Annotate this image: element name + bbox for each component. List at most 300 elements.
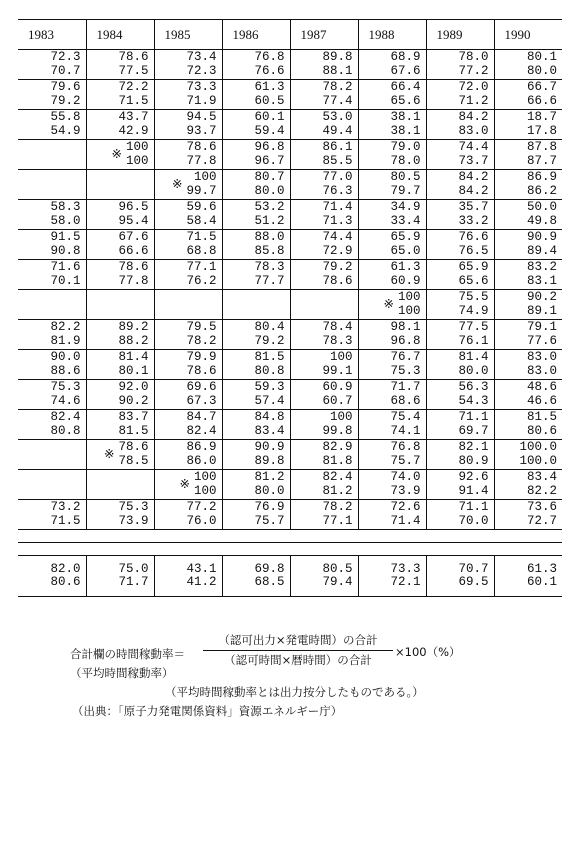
note-mark: ※ — [172, 176, 183, 191]
rate-cell — [358, 556, 426, 597]
time-rate-value: 68.9 — [390, 50, 421, 64]
rate-cell — [358, 140, 426, 170]
rate-cell — [426, 260, 494, 290]
rate-cell — [222, 320, 290, 350]
rate-cell — [290, 470, 358, 500]
note-mark: ※ — [383, 296, 394, 311]
formula — [70, 632, 550, 678]
capacity-rate-value: 76.1 — [458, 333, 489, 348]
rate-cell — [18, 140, 86, 170]
capacity-rate-value: 99.7 — [186, 183, 217, 198]
rate-cell — [426, 440, 494, 470]
rate-cell — [426, 556, 494, 597]
capacity-rate-value: 84.2 — [458, 183, 489, 198]
formula-sublabel: （平均時間稼動率） — [70, 666, 174, 680]
rate-cell — [290, 80, 358, 110]
capacity-rate-value: 57.4 — [254, 393, 285, 408]
rate-cell — [18, 320, 86, 350]
rate-cell — [358, 200, 426, 230]
time-rate-value: 77.5 — [458, 320, 489, 334]
rate-cell — [154, 140, 222, 170]
capacity-rate-value: 74.9 — [458, 303, 489, 318]
time-rate-value: 100 — [397, 290, 421, 304]
capacity-rate-value: 41.2 — [186, 575, 217, 589]
time-rate-value: 90.9 — [254, 440, 285, 454]
time-rate-value: 78.2 — [322, 500, 353, 514]
rate-cell — [86, 440, 154, 470]
time-rate-value: 74.0 — [390, 470, 421, 484]
rate-cell — [18, 350, 86, 380]
time-rate-value: 90.2 — [526, 290, 557, 304]
time-rate-value: 73.3 — [390, 561, 421, 576]
time-rate-value: 61.3 — [254, 80, 285, 94]
capacity-rate-value: 78.2 — [186, 333, 217, 348]
capacity-rate-value: 60.7 — [322, 393, 353, 408]
note-mark: ※ — [111, 146, 122, 161]
capacity-rate-value: 58.4 — [186, 213, 217, 228]
capacity-rate-value: 70.1 — [50, 273, 81, 288]
year-header: 1984 — [86, 20, 154, 50]
rate-cell — [154, 110, 222, 140]
capacity-rate-value: 88.1 — [322, 63, 353, 78]
time-rate-value: 74.4 — [458, 140, 489, 154]
capacity-rate-value: 83.0 — [526, 363, 557, 378]
table-row — [18, 110, 562, 140]
capacity-rate-value: 70.7 — [50, 63, 81, 78]
capacity-rate-value: 82.2 — [526, 483, 557, 498]
rate-cell — [494, 470, 562, 500]
time-rate-value: 72.2 — [118, 80, 149, 94]
rate-cell — [494, 320, 562, 350]
time-rate-value: 83.7 — [118, 410, 149, 424]
rate-cell — [426, 410, 494, 440]
rate-cell — [426, 350, 494, 380]
rate-cell — [358, 380, 426, 410]
rate-cell — [86, 556, 154, 597]
time-rate-value: 65.9 — [458, 260, 489, 274]
rate-cell — [494, 230, 562, 260]
table-row — [18, 170, 562, 200]
formula-denominator: （認可時間×暦時間）の合計 — [224, 653, 372, 667]
formula-label: 合計欄の時間稼動率＝ — [70, 647, 185, 661]
table-row — [18, 260, 562, 290]
capacity-rate-value: 51.2 — [254, 213, 285, 228]
capacity-rate-value: 38.1 — [390, 123, 421, 138]
capacity-rate-value: 73.7 — [458, 153, 489, 168]
capacity-rate-value: 17.8 — [526, 123, 557, 138]
capacity-rate-value: 68.8 — [186, 243, 217, 258]
table-body — [18, 50, 562, 597]
rate-cell — [494, 556, 562, 597]
capacity-rate-value: 85.5 — [322, 153, 353, 168]
capacity-rate-value: 77.5 — [118, 63, 149, 78]
table-row — [18, 470, 562, 500]
capacity-rate-value: 49.8 — [526, 213, 557, 228]
capacity-rate-value: 76.0 — [186, 513, 217, 528]
time-rate-value: 89.2 — [118, 320, 149, 334]
time-rate-value: 84.8 — [254, 410, 285, 424]
time-rate-value: 77.2 — [186, 500, 217, 514]
rate-cell — [222, 230, 290, 260]
capacity-rate-value: 96.7 — [254, 153, 285, 168]
time-rate-value: 100 — [329, 350, 353, 364]
capacity-rate-value: 90.2 — [118, 393, 149, 408]
spacer-row — [18, 530, 562, 543]
time-rate-value: 82.2 — [50, 320, 81, 334]
capacity-rate-value: 46.6 — [526, 393, 557, 408]
rate-cell — [290, 500, 358, 530]
rate-cell — [86, 410, 154, 440]
capacity-rate-value: 76.6 — [254, 63, 285, 78]
capacity-rate-value: 68.6 — [390, 393, 421, 408]
capacity-rate-value: 49.4 — [322, 123, 353, 138]
capacity-rate-value: 80.8 — [254, 363, 285, 378]
time-rate-value: 94.5 — [186, 110, 217, 124]
fraction-line — [203, 650, 393, 651]
rate-cell — [358, 80, 426, 110]
source-text: （出典：「原子力発電関係資料」資源エネルギー庁） — [72, 704, 343, 718]
time-rate-value: 61.3 — [390, 260, 421, 274]
time-rate-value: 78.0 — [458, 50, 489, 64]
rate-cell — [494, 170, 562, 200]
capacity-rate-value: 69.5 — [458, 575, 489, 589]
time-rate-value: 75.3 — [118, 500, 149, 514]
capacity-rate-value: 96.8 — [390, 333, 421, 348]
rate-cell — [154, 290, 222, 320]
capacity-rate-value: 83.0 — [458, 123, 489, 138]
rate-cell — [86, 260, 154, 290]
time-rate-value: 53.0 — [322, 110, 353, 124]
capacity-rate-value: 77.4 — [322, 93, 353, 108]
rate-cell — [426, 140, 494, 170]
time-rate-value: 78.6 — [118, 260, 149, 274]
capacity-rate-value: 80.0 — [254, 183, 285, 198]
capacity-rate-value: 100 — [125, 153, 149, 168]
time-rate-value: 100 — [329, 410, 353, 424]
capacity-rate-value: 81.2 — [322, 483, 353, 498]
rate-cell — [222, 410, 290, 440]
capacity-rate-value: 73.9 — [118, 513, 149, 528]
rate-cell — [494, 440, 562, 470]
capacity-rate-value: 71.7 — [118, 575, 149, 589]
capacity-rate-value: 100.0 — [519, 453, 557, 468]
capacity-rate-value: 88.2 — [118, 333, 149, 348]
capacity-rate-value: 42.9 — [118, 123, 149, 138]
rate-cell — [290, 230, 358, 260]
capacity-rate-value: 95.4 — [118, 213, 149, 228]
rate-cell — [154, 230, 222, 260]
time-rate-value: 86.9 — [186, 440, 217, 454]
rate-cell — [222, 290, 290, 320]
rate-cell — [86, 140, 154, 170]
time-rate-value: 88.0 — [254, 230, 285, 244]
capacity-rate-value: 65.0 — [390, 243, 421, 258]
rate-cell — [222, 470, 290, 500]
capacity-rate-value: 80.6 — [50, 575, 81, 589]
rate-cell — [494, 200, 562, 230]
table-row — [18, 380, 562, 410]
table-row — [18, 320, 562, 350]
rate-cell — [18, 440, 86, 470]
rate-cell — [86, 320, 154, 350]
capacity-rate-value: 77.7 — [254, 273, 285, 288]
time-rate-value: 50.0 — [526, 200, 557, 214]
year-header: 1989 — [426, 20, 494, 50]
rate-cell — [222, 260, 290, 290]
rate-cell — [154, 50, 222, 80]
rate-cell — [494, 290, 562, 320]
time-rate-value: 61.3 — [526, 561, 557, 576]
capacity-rate-value: 80.0 — [254, 483, 285, 498]
rate-cell — [358, 410, 426, 440]
year-header: 1987 — [290, 20, 358, 50]
capacity-rate-value: 33.2 — [458, 213, 489, 228]
time-rate-value: 18.7 — [526, 110, 557, 124]
spacer-row — [18, 543, 562, 556]
rate-cell — [358, 320, 426, 350]
table-row — [18, 500, 562, 530]
table-row — [18, 200, 562, 230]
capacity-rate-value: 82.4 — [186, 423, 217, 438]
rate-cell — [222, 500, 290, 530]
formula-fraction — [203, 632, 393, 668]
time-rate-value: 66.4 — [390, 80, 421, 94]
capacity-rate-value: 79.2 — [254, 333, 285, 348]
rate-cell — [290, 170, 358, 200]
time-rate-value: 86.9 — [526, 170, 557, 184]
rate-cell — [494, 80, 562, 110]
rate-cell — [86, 80, 154, 110]
operating-rate-table — [18, 19, 562, 597]
rate-cell — [494, 260, 562, 290]
capacity-rate-value: 83.4 — [254, 423, 285, 438]
rate-cell — [222, 80, 290, 110]
capacity-rate-value: 67.6 — [390, 63, 421, 78]
rate-cell — [494, 500, 562, 530]
rate-cell — [290, 556, 358, 597]
capacity-rate-value: 99.8 — [322, 423, 353, 438]
time-rate-value: 72.0 — [458, 80, 489, 94]
year-header: 1990 — [494, 20, 562, 50]
rate-cell — [154, 500, 222, 530]
capacity-rate-value: 90.8 — [50, 243, 81, 258]
rate-cell — [290, 320, 358, 350]
time-rate-value: 43.1 — [186, 561, 217, 576]
rate-cell — [18, 410, 86, 440]
rate-cell — [426, 500, 494, 530]
rate-cell — [222, 110, 290, 140]
time-rate-value: 71.1 — [458, 500, 489, 514]
capacity-rate-value: 72.1 — [390, 575, 421, 589]
capacity-rate-value: 65.6 — [390, 93, 421, 108]
time-rate-value: 100.0 — [519, 440, 557, 454]
time-rate-value: 59.6 — [186, 200, 217, 214]
time-rate-value: 53.2 — [254, 200, 285, 214]
time-rate-value: 72.3 — [50, 50, 81, 64]
note-mark: ※ — [104, 446, 115, 461]
rate-cell — [358, 110, 426, 140]
capacity-rate-value: 86.0 — [186, 453, 217, 468]
rate-cell — [494, 50, 562, 80]
time-rate-value: 76.8 — [390, 440, 421, 454]
capacity-rate-value: 76.3 — [322, 183, 353, 198]
capacity-rate-value: 80.0 — [526, 63, 557, 78]
time-rate-value: 71.4 — [322, 200, 353, 214]
time-rate-value: 66.7 — [526, 80, 557, 94]
rate-cell — [18, 230, 86, 260]
time-rate-value: 83.4 — [526, 470, 557, 484]
capacity-rate-value: 73.9 — [390, 483, 421, 498]
time-rate-value: 84.2 — [458, 170, 489, 184]
time-rate-value: 71.7 — [390, 380, 421, 394]
time-rate-value: 75.0 — [118, 561, 149, 576]
time-rate-value: 86.1 — [322, 140, 353, 154]
time-rate-value: 84.7 — [186, 410, 217, 424]
rate-cell — [358, 260, 426, 290]
time-rate-value: 98.1 — [390, 320, 421, 334]
total-row — [18, 556, 562, 597]
rate-cell — [290, 110, 358, 140]
time-rate-value: 79.2 — [322, 260, 353, 274]
time-rate-value: 81.4 — [458, 350, 489, 364]
capacity-rate-value: 58.0 — [50, 213, 81, 228]
rate-cell — [426, 470, 494, 500]
rate-cell — [154, 200, 222, 230]
rate-cell — [86, 500, 154, 530]
rate-cell — [426, 290, 494, 320]
time-rate-value: 75.3 — [50, 380, 81, 394]
rate-cell — [426, 200, 494, 230]
rate-cell — [18, 556, 86, 597]
rate-cell — [18, 260, 86, 290]
table-row — [18, 230, 562, 260]
rate-cell — [86, 50, 154, 80]
time-rate-value: 89.8 — [322, 50, 353, 64]
capacity-rate-value: 72.9 — [322, 243, 353, 258]
time-rate-value: 80.1 — [526, 50, 557, 64]
time-rate-value: 82.0 — [50, 561, 81, 576]
table-row — [18, 50, 562, 80]
time-rate-value: 100 — [193, 170, 217, 184]
rate-cell — [222, 380, 290, 410]
capacity-rate-value: 89.8 — [254, 453, 285, 468]
year-header: 1983 — [18, 20, 86, 50]
rate-cell — [86, 170, 154, 200]
rate-cell — [426, 170, 494, 200]
time-rate-value: 81.5 — [526, 410, 557, 424]
capacity-rate-value: 66.6 — [526, 93, 557, 108]
capacity-rate-value: 71.9 — [186, 93, 217, 108]
rate-cell — [18, 500, 86, 530]
rate-cell — [222, 556, 290, 597]
capacity-rate-value: 88.6 — [50, 363, 81, 378]
rate-cell — [358, 470, 426, 500]
time-rate-value: 82.9 — [322, 440, 353, 454]
time-rate-value: 79.0 — [390, 140, 421, 154]
capacity-rate-value: 75.7 — [390, 453, 421, 468]
rate-cell — [358, 230, 426, 260]
rate-cell — [494, 380, 562, 410]
rate-cell — [222, 50, 290, 80]
rate-cell — [358, 500, 426, 530]
rate-cell — [86, 380, 154, 410]
table-row — [18, 350, 562, 380]
rate-cell — [18, 200, 86, 230]
time-rate-value: 80.5 — [322, 561, 353, 576]
time-rate-value: 100 — [125, 140, 149, 154]
rate-cell — [86, 350, 154, 380]
time-rate-value: 35.7 — [458, 200, 489, 214]
rate-cell — [426, 320, 494, 350]
rate-cell — [154, 556, 222, 597]
capacity-rate-value: 59.4 — [254, 123, 285, 138]
capacity-rate-value: 69.7 — [458, 423, 489, 438]
time-rate-value: 73.6 — [526, 500, 557, 514]
rate-cell — [494, 350, 562, 380]
capacity-rate-value: 78.0 — [390, 153, 421, 168]
time-rate-value: 80.4 — [254, 320, 285, 334]
time-rate-value: 55.8 — [50, 110, 81, 124]
spacer-cell — [18, 543, 562, 556]
capacity-rate-value: 78.6 — [322, 273, 353, 288]
table-row — [18, 410, 562, 440]
time-rate-value: 79.1 — [526, 320, 557, 334]
time-rate-value: 58.3 — [50, 200, 81, 214]
capacity-rate-value: 76.2 — [186, 273, 217, 288]
rate-cell — [358, 50, 426, 80]
rate-cell — [494, 140, 562, 170]
time-rate-value: 79.9 — [186, 350, 217, 364]
time-rate-value: 92.6 — [458, 470, 489, 484]
time-rate-value: 34.9 — [390, 200, 421, 214]
capacity-rate-value: 74.1 — [390, 423, 421, 438]
capacity-rate-value: 78.3 — [322, 333, 353, 348]
capacity-rate-value: 33.4 — [390, 213, 421, 228]
time-rate-value: 78.4 — [322, 320, 353, 334]
capacity-rate-value: 60.1 — [526, 575, 557, 589]
rate-cell — [290, 380, 358, 410]
time-rate-value: 38.1 — [390, 110, 421, 124]
capacity-rate-value: 54.3 — [458, 393, 489, 408]
rate-cell — [154, 380, 222, 410]
rate-cell — [426, 110, 494, 140]
capacity-rate-value: 70.0 — [458, 513, 489, 528]
capacity-rate-value: 80.9 — [458, 453, 489, 468]
rate-cell — [154, 80, 222, 110]
capacity-rate-value: 77.6 — [526, 333, 557, 348]
capacity-rate-value: 77.8 — [118, 273, 149, 288]
capacity-rate-value: 100 — [397, 303, 421, 318]
time-rate-value: 78.3 — [254, 260, 285, 274]
rate-cell — [290, 140, 358, 170]
capacity-rate-value: 78.6 — [186, 363, 217, 378]
rate-cell — [86, 230, 154, 260]
rate-cell — [18, 290, 86, 320]
remark-text: （平均時間稼動率とは出力按分したものである。） — [165, 685, 424, 699]
time-rate-value: 80.7 — [254, 170, 285, 184]
time-rate-value: 60.1 — [254, 110, 285, 124]
capacity-rate-value: 81.8 — [322, 453, 353, 468]
operating-rate-table-container — [18, 19, 562, 597]
rate-cell — [154, 350, 222, 380]
time-rate-value: 65.9 — [390, 230, 421, 244]
capacity-rate-value: 79.7 — [390, 183, 421, 198]
rate-cell — [222, 140, 290, 170]
year-header: 1988 — [358, 20, 426, 50]
time-rate-value: 82.1 — [458, 440, 489, 454]
rate-cell — [290, 440, 358, 470]
time-rate-value: 48.6 — [526, 380, 557, 394]
